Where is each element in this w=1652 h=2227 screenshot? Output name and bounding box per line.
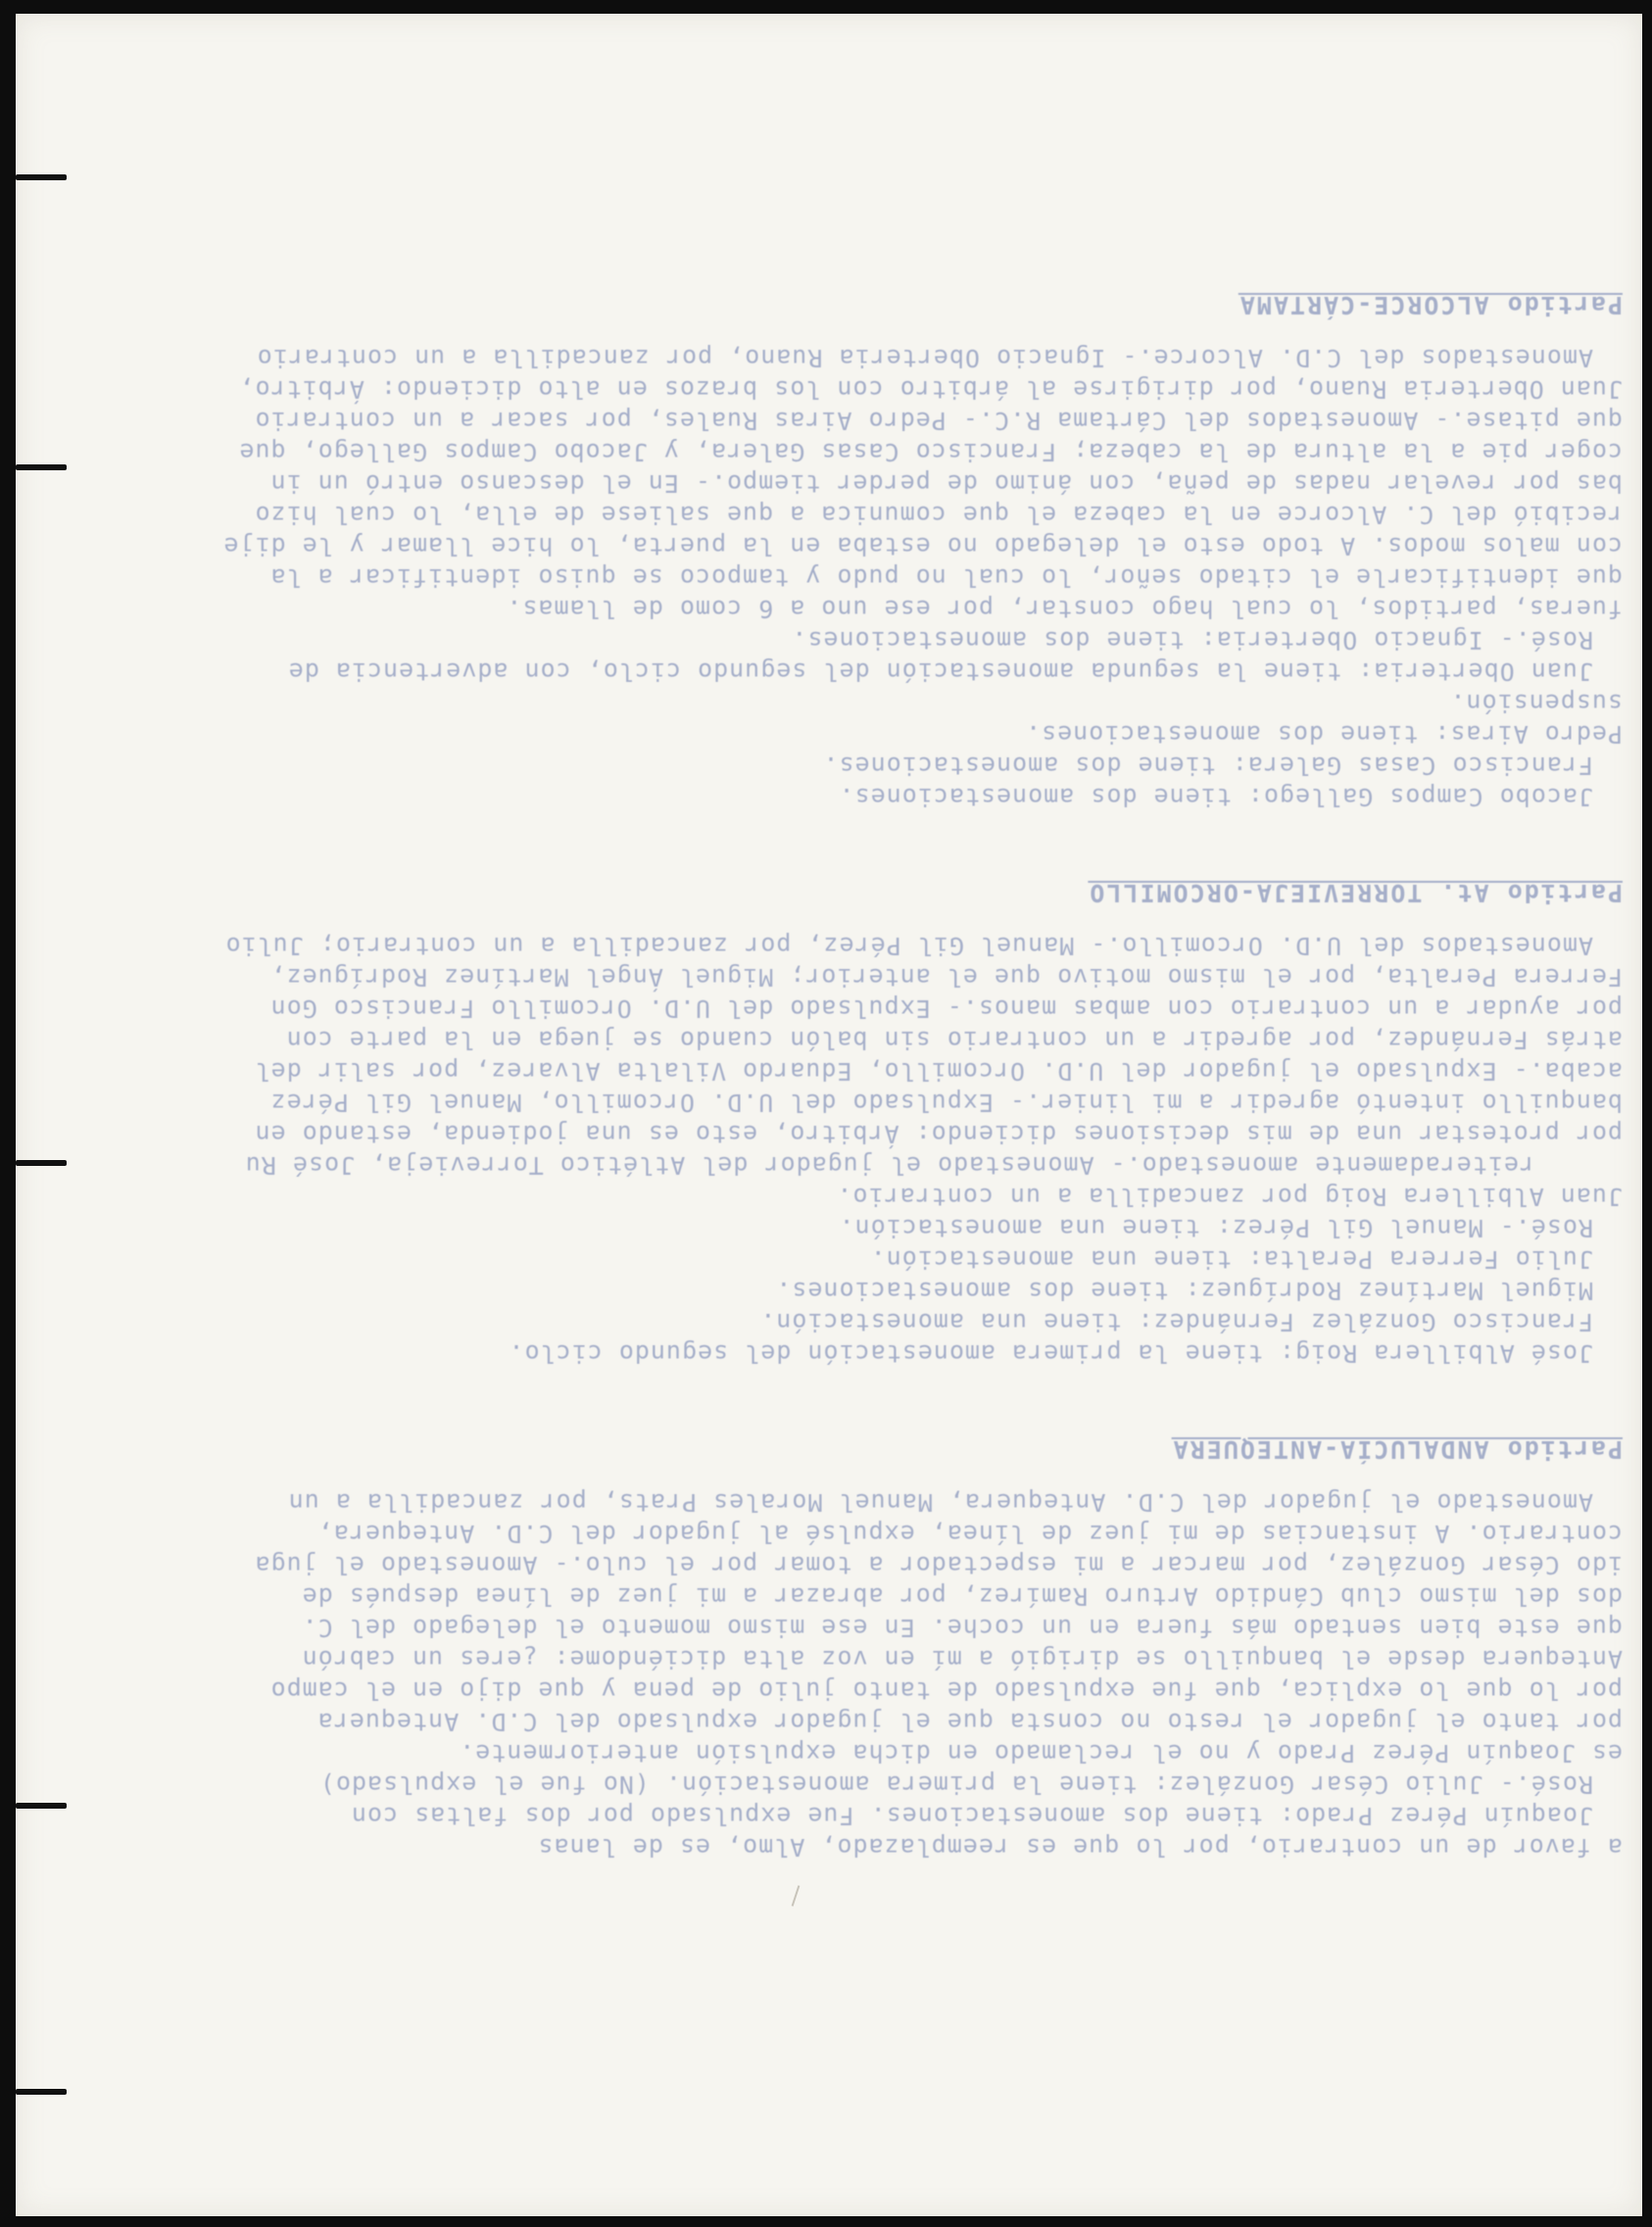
binder-hole-mark (16, 464, 67, 470)
text-line: contrario. A instancias de mi juez de línea, expulsé al jugador del C.D. Antequera, (316, 1520, 1623, 1548)
text-line: José Albillera Roig: tiene la primera amonestación del segundo ciclo. (508, 1339, 1593, 1368)
text-line: Julio Ferrera Peralta: tiene una amonestación. (869, 1245, 1593, 1274)
text-line: Francisco Casas Galera: tiene dos amonestaciones. (822, 751, 1593, 780)
text-line: suspensión. (1449, 689, 1623, 717)
match-heading: Partido ANDALUCÍA-ANTEQUERA (1171, 1435, 1623, 1464)
text-line: Antequera desde el banquillo se dirigió a mí en voz alta diciéndome: ¿eres un cabrón (301, 1645, 1623, 1673)
text-line: banquillo intentó agredir a mi linier.- Expulsado del U.D. Orcomillo, Manuel Gil Pérez (269, 1089, 1623, 1117)
text-line: Amonestados del U.D. Orcomillo.- Manuel Gil Pérez, por zancadilla a un contrario; Julio (224, 932, 1593, 960)
text-line: reiteradamente amonestado.- Amonestado el jugador del Atlético Torrevieja, José Ru (244, 1151, 1534, 1180)
text-line: Juan Oberteria: tiene la segunda amonestación del segundo ciclo, con advertencia de (287, 657, 1593, 686)
text-line: que identificarle el citado señor, lo cual no pudo y tampoco se quiso identificar a la (269, 563, 1623, 592)
text-line: Ferrera Peralta, por el mismo motivo que el anterior; Miguel Ángel Martínez Rodríguez, (269, 963, 1623, 992)
text-line: Joaquín Pérez Prado: tiene dos amonestaciones. Fue expulsado por dos faltas con (350, 1802, 1593, 1830)
report-section (192, 1433, 1623, 1863)
match-heading: Partido ALCORCE-CÁRTAMA (1238, 291, 1623, 319)
text-line: con malos modos. A todo esto el delegado no estaba en la puerta, lo hice llamar y le dije (222, 532, 1623, 560)
text-line: Amonestados del C.D. Alcorce.- Ignacio Oberteria Ruano, por zancadilla a un contrario (256, 344, 1593, 372)
text-line: a favor de un contrario, por lo que es reemplazado, Almo, es de lanas (537, 1833, 1623, 1862)
paper-sheet (16, 14, 1642, 2216)
text-line: por lo que lo explica, que fue expulsado de tanto julio de pena y que dijo en el campo (269, 1676, 1623, 1705)
text-line: coger pie a la altura de la cabeza; Francisco Casas Galera, y Jacobo Campos Gallego, que (238, 438, 1623, 466)
text-line: es Joaquín Pérez Prado y no el reclamado en dicha expulsión anteriormente. (459, 1739, 1623, 1767)
text-line: Juan Oberteria Ruano, por dirigirse al árbitro con los brazos en alto diciendo: Árbitro, (238, 375, 1623, 404)
binder-hole-mark (16, 2089, 67, 2095)
text-line: Miguel Martínez Rodríguez: tiene dos amonestaciones. (775, 1277, 1593, 1305)
text-line: Rosé.- Ignacio Oberteria: tiene dos amonestaciones. (791, 626, 1593, 654)
text-line: Rosé.- Julio César González: tiene la primera amonestación. (No fue el expulsado) (318, 1770, 1593, 1799)
report-section (192, 877, 1623, 1369)
text-line: Francisco González Fernández: tiene una amonestación. (759, 1308, 1593, 1336)
text-line: atrás Fernández, por agredir a un contrario sin balón cuando se juega en la parte con (285, 1026, 1623, 1054)
text-line: ido César González, por marcar a mi espectador a tomar por el culo.- Amonestado el juga (254, 1551, 1623, 1579)
binder-hole-mark (16, 174, 67, 180)
match-heading: Partido At. TORREVIEJA-ORCOMILLO (1088, 879, 1623, 907)
text-line: dos del mismo club Cándido Arturo Ramírez, por abrazar a mi juez de línea después de (301, 1582, 1623, 1611)
text-line: por tanto el jugador el resto no consta que el jugador expulsado del C.D. Antequera (316, 1708, 1623, 1736)
binder-hole-mark (16, 1160, 67, 1166)
paper-scratch (792, 1885, 801, 1907)
text-line: bas por revelar nadas de peña, con ánimo de perder tiempo.- En el descanso entró un in (269, 469, 1623, 498)
binder-hole-mark (16, 1803, 67, 1809)
text-line: que este bien sentado más fuera en un coche. En ese mismo momento el delegado del C. (301, 1614, 1623, 1642)
text-line: Jacobo Campos Gallego: tiene dos amonestaciones. (838, 783, 1593, 811)
text-line: por protestar una de mis decisiones diciendo: Árbitro, esto es una jodienda, estando en (254, 1120, 1623, 1148)
text-line: Juan Albillera Roig por zancadilla a un contrario. (836, 1183, 1623, 1211)
text-line: Pedro Airas: tiene dos amonestaciones. (1025, 720, 1623, 749)
text-line: fueras, partidos, lo cual hago constar, por ese uno a 6 como de llamas. (506, 595, 1623, 623)
text-line: por ayudar a un contrario con ambas manos.- Expulsado del U.D. Orcomillo Francisco Gon (269, 994, 1623, 1023)
text-line: Rosé.- Manuel Gil Pérez: tiene una amonestación. (838, 1214, 1593, 1242)
text-line: acaba.- Expulsado el jugador del U.D. Orcomillo, Eduardo Vilalta Alvarez, por salir del (254, 1057, 1623, 1086)
bleed-through-text (192, 224, 1623, 1863)
text-line: que pitase.- Amonestados del Cártama R.C.- Pedro Airas Ruales, por sacar a un contrario (254, 407, 1623, 435)
report-section (192, 289, 1623, 812)
text-line: Amonestado el jugador del C.D. Antequera, Manuel Morales Prats, por zancadilla a un (287, 1488, 1593, 1517)
text-line: recibió del C. Alcorce en la cabeza el que comunica a que saliese de ella, lo cual hizo (254, 501, 1623, 529)
